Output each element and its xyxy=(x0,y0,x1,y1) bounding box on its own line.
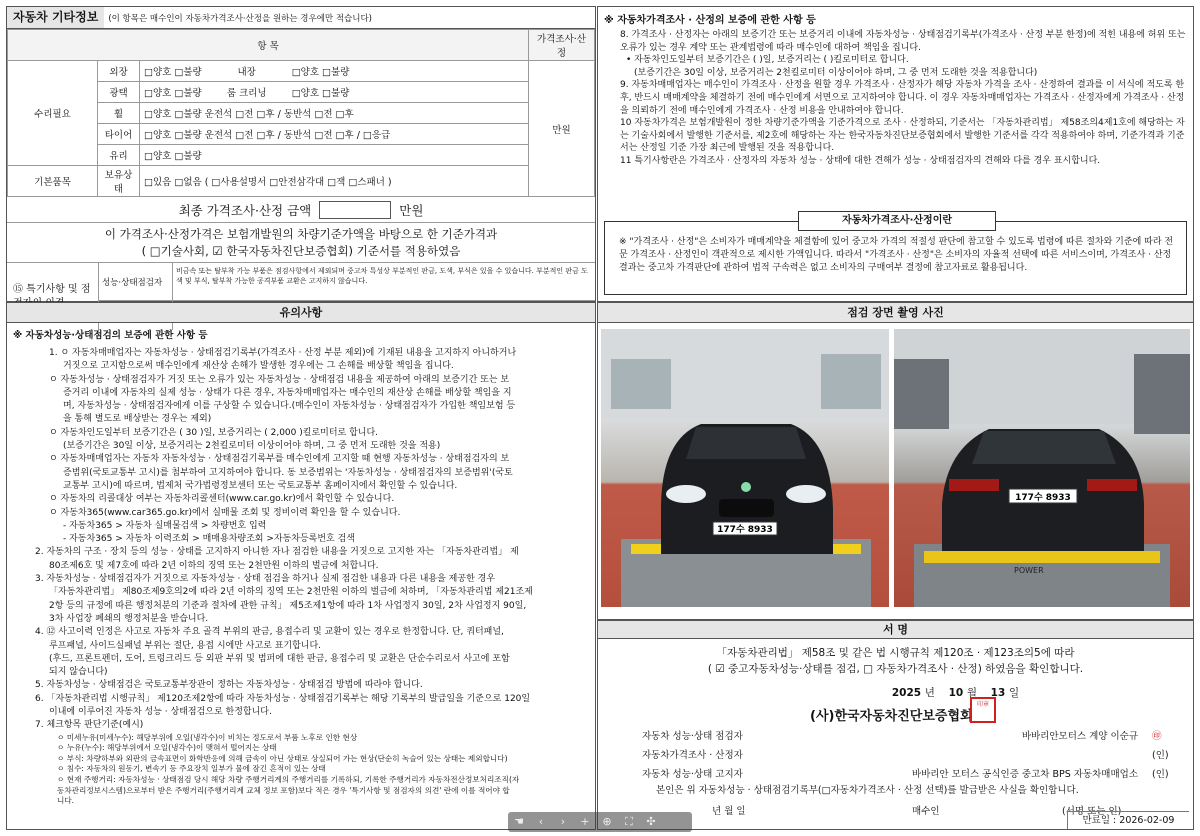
note-line: 80조제6호 및 제7호에 따라 2년 이하의 징역 또는 2천만원 이하의 벌금에 처합니다. xyxy=(49,560,379,571)
panel-title-row xyxy=(7,7,595,29)
note-line: - 자동차365 > 자동차 실매물검색 > 차량번호 입력 xyxy=(63,520,267,531)
note-small-line: ㅇ 부식: 차량하부와 외판의 금속표면이 화학반응에 의해 금속이 아닌 상태로 상실되어 가는 현상(단순히 녹슬어 있는 상태는 제외합니다) xyxy=(57,753,508,763)
col-item-header: 항 목 xyxy=(8,30,529,61)
row-label: 타이어 xyxy=(98,124,140,145)
row-options: □양호 □불량 운전석 □전 □후 / 동반석 □전 □후 xyxy=(140,103,529,124)
panel-title-note: (이 항목은 매수인이 자동차가격조사·산정을 원하는 경우에만 적습니다) xyxy=(108,13,372,24)
note-small-line: 니다. xyxy=(57,796,75,806)
car-front-photo xyxy=(601,329,889,607)
note-line: ㅇ 자동차의 리콜대상 여부는 자동차리콜센터(www.car.go.kr)에서 확인할 수 있습니다. xyxy=(49,494,395,505)
special-notes-label: ⑮ 특기사항 및 점 xyxy=(7,263,99,330)
crosshair-icon[interactable]: ⊕ xyxy=(602,815,612,828)
note-line: 교통부 고시)에 따르며, 법제처 국가법령정보센터 또는 국토교통부 홈페이지에서 확인할 수 있습니다. xyxy=(63,480,458,491)
note-line: 2. 자동차의 구조 · 장치 등의 성능 · 상태를 고지하지 아니한 자나 점검한 내용을 거짓으로 고지한 자는 「자동차관리법」 제 xyxy=(35,547,519,558)
hand-icon[interactable]: ☚ xyxy=(514,815,524,828)
note-line: 5. 자동차성능 · 상태점검은 국토교통부장관이 정하는 자동차성능 · 상태점검 방법에 따라야 합니다. xyxy=(35,680,423,691)
note-line: 3차 사업장 폐쇄의 행정처분을 받습니다. xyxy=(49,613,209,624)
price-guarantee-title: ※ 자동차가격조사 · 산정의 보증에 관한 사항 등 xyxy=(604,15,816,26)
notes-subtitle: ※ 자동차성능·상태점검의 보증에 관한 사항 등 xyxy=(13,330,208,341)
definition-title: 자동차가격조사·산정이란 xyxy=(798,211,996,231)
price-guarantee-items: 8. 가격조사 · 산정자는 아래의 보증기간 또는 보증거리 이내에 자동차성능 · 상태점검기록부(가격조사 · 산정 부분 한정)에 적힌 내용에 허위 또는 오류가 있는 경우 계약 또는 관계법령에 따라 매수인에 대하여 책임을 집니다. • 자동차인도일부터 보증기간은 ( )일, 보증거리는 ( )킬로미터로 합니다. (보증기간은 30일 이상, 보증거리는 2천킬로미터 이상이어야 하며, 그 중 먼저 도래한 것을 적용합니다) 9. 자동차매매업자는 매수인이 가격조사 · 산정을 원할 경우 가격조사 · 산정자가 해당 자동차 가격을 조사 · 산정하여 결과를 이 서식에 적도록 한 후, 반드시 매매계약을 체결하기 전에 매수인에게 서면으로 고지하여야 합니다. 이 경우 자동차매매업자는 가격조사 · 산정자에게 가격조사 · 산정을 의뢰하기 전에 매수인에게 가격조사 · 산정 비용을 안내하여야 합니다. 10 자동차가격은 보험개발원이 정한 차량기준가액을 기준가격으로 조사 · 산정하되, 기준서는 「자동차관리법」 제58조의4제1호에 해당하는 자는 기술사회에서 발행한 기준서를, 제2호에 해당하는 자는 한국자동차진단보증협회에서 발행한 기준서를 각각 적용하여야 하며, 기준가격과 기준서는 산정일 기준 가장 최근에 발행된 것을 적용합니다. 11 특기사항란은 가격조사 · 산정자의 자동차 성능 · 상태에 대한 견해가 성능 · 상태점검자의 견해와 다를 경우 표시합니다. xyxy=(620,30,1186,166)
notes-panel xyxy=(6,302,596,830)
basic-items-label: 기본품목 xyxy=(8,166,98,197)
signature-rows: 자동차 성능·상태 점검자 바바리안모터스 계양 이순규 ㊞ 자동차가격조사 · 산정자 (인) 자동차 성능·상태 고지자 바바리안 모터스 공식인증 중고차 BPS 자동차매매업소 (인) 본인은 위 자동차성능 · 상태점검기록부(□자동차가격조사 · 산정 선택)를 발급받은 사실을 확인합니다. 년 월 일 매수인 (서명 또는 인) xyxy=(642,725,1172,820)
definition-box xyxy=(604,221,1187,295)
basic-items-sub: 보유상태 xyxy=(98,166,140,197)
prev-icon[interactable]: ‹ xyxy=(538,815,544,828)
perf-inspector-text: 비금속 또는 탈부착 가능 부품은 점검사항에서 제외되며 중고차 특성상 부분적인 판금, 도색, 부식은 있을 수 있습니다. 부분적인 판금 도색 및 부식, 탈부착 가능한 공격부품 교환은 고지하지 않습니다. xyxy=(176,267,588,285)
note-line: (후드, 프론트펜더, 도어, 트렁크리드 등 외판 부위 및 범퍼에 대한 판금, 용접수리 및 교환은 단순수리로서 사고에 포함 xyxy=(49,653,510,664)
row-options: □양호 □불량 룸 크리닝 □양호 □불량 xyxy=(140,82,529,103)
vehicle-other-info-panel xyxy=(6,6,596,302)
note-line: - 자동차365 > 자동차 이력조회 > 매매용차량조회 >자동차등록번호 검색 xyxy=(63,534,355,545)
note-line: 6. 「자동차관리법 시행규칙」 제120조제2항에 따라 자동차성능 · 상태점검기록부는 해당 기록부의 발급일을 기준으로 120일 xyxy=(35,693,531,704)
signature-panel xyxy=(597,620,1194,830)
photo-title: 점검 장면 촬영 사진 xyxy=(598,303,1193,323)
note-line: 1. ㅇ 자동차매매업자는 자동차성능 · 상태점검기록부(가격조사 · 산정 부분 제외)에 기재된 내용을 고지하지 아니하거나 xyxy=(49,348,517,358)
note-line: ㅇ 자동차성능 · 상태점검자가 거짓 또는 오류가 있는 자동차성능 · 상태점검 내용을 제공하여 아래의 보증기간 또는 보 xyxy=(49,374,510,385)
next-icon[interactable]: › xyxy=(560,815,566,828)
note-line: 을 통해 별도로 배상받는 경우는 제외) xyxy=(63,414,212,425)
total-price-label: 최종 가격조사·산정 금액 xyxy=(178,202,312,218)
basic-items-options: □있음 □없음 ( □사용설명서 □안전삼각대 □잭 □스패너 ) xyxy=(140,166,529,197)
front-plate: 177수 8933 xyxy=(717,525,773,535)
note-small-line: ㅇ 침수: 자동차의 원동기, 변속기 등 주요장치 일부가 물에 잠긴 흔적이 있는 상태 xyxy=(57,764,326,774)
total-price-unit: 만원 xyxy=(399,202,424,218)
price-guarantee-panel xyxy=(597,6,1194,302)
note-line: (보증기간은 30일 이상, 보증거리는 2천킬로미터 이상이어야 하며, 그 중 먼저 도래한 것을 적용) xyxy=(63,441,441,452)
expand-icon[interactable]: ✣ xyxy=(646,815,656,828)
receipt-date: 년 월 일 xyxy=(712,806,746,817)
note-small-line: ㅇ 현재 주행거리: 자동차성능 · 상태점검 당시 해당 차량 주행거리계의 주행거리를 기록하되, 기록한 주행거리가 자동차전산정보처리조직(자 xyxy=(57,774,520,784)
note-line: 3. 자동차성능 · 상태점검자가 거짓으로 자동차성능 · 상태 점검을 하거나 실제 점검한 내용과 다른 내용을 제공한 경우 xyxy=(35,574,496,585)
seal-icon: 印章 xyxy=(970,697,996,723)
row-label: 외장 xyxy=(98,61,140,82)
note-line: ㅇ 자동차인도일부터 보증기간은 ( 30 )일, 보증거리는 ( 2,000 )킬로미터로 합니다. xyxy=(49,427,379,438)
perf-inspector-label: 성능·상태점검자 xyxy=(99,263,173,300)
zoom-in-icon[interactable]: + xyxy=(580,815,590,828)
signature-line2: ( ☑ 중고자동차성능·상태를 점검, □ 자동차가격조사 · 산정) 하였음을 확인합니다. xyxy=(707,663,1084,675)
note-line: 증거리 이내에 자동차의 실제 성능 · 상태가 다른 경우, 자동차매매업자는 매수인의 재산상 손해를 배상할 책임을 지 xyxy=(63,387,512,398)
signature-org: (사)한국자동차진단보증협회 xyxy=(810,709,973,724)
note-line: 4. ⑫ 사고이력 인정은 사고로 자동차 주요 골격 부위의 판금, 용접수리 및 교환이 있는 경우로 한정합니다. 단, 쿼터패널, xyxy=(35,627,504,638)
car-front-illustration xyxy=(601,329,889,607)
basis-text: 이 가격조사·산정가격은 보험개발원의 차량기준가액을 바탕으로 한 기준가격과 ( □기술사회, ☑ 한국자동차진단보증협회) 기준서를 적용하였음 xyxy=(7,223,595,263)
notes-title: 유의사항 xyxy=(7,303,595,323)
panel-title: 자동차 기타정보 xyxy=(7,7,104,28)
receipt-text: 본인은 위 자동차성능 · 상태점검기록부(□자동차가격조사 · 산정 선택)를 발급받은 사실을 확인합니다. xyxy=(656,785,1079,796)
note-line: 며, 자동차성능 · 상태점검자에게 이를 구상할 수 있습니다.(매수인이 자동차성능 · 상태점검자가 가입한 책임보험 등 xyxy=(63,401,516,412)
note-line: 이내에 이루어진 자동차 성능 · 상태점검으로 한정합니다. xyxy=(49,707,272,718)
note-small-line: ㅇ 미세누유(미세누수): 해당부위에 오일(냉각수)이 비치는 정도로서 부품 노후로 인한 현상 xyxy=(57,732,358,742)
notes-small-list xyxy=(7,733,595,807)
row-label: 광택 xyxy=(98,82,140,103)
row-label: 유리 xyxy=(98,145,140,166)
note-line: ㅇ 자동차365(www.car365.go.kr)에서 실매물 조회 및 정비이력 확인을 할 수 있습니다. xyxy=(49,507,401,518)
buyer-label: 매수인 xyxy=(912,806,940,817)
viewer-toolbar xyxy=(508,812,692,832)
total-price-row xyxy=(7,197,595,223)
note-line: ㅇ 자동차매매업자는 자동차 자동차성능 · 상태점검기록부를 매수인에게 고지할 때 현행 자동차성능 · 상태점검자의 보 xyxy=(49,454,510,465)
photo-panel xyxy=(597,302,1194,620)
row-options: □양호 □불량 xyxy=(140,145,529,166)
signature-line1: 「자동차관리법」 제58조 및 같은 법 시행규칙 제120조 · 제123조의5에 따라 xyxy=(716,647,1075,659)
note-small-line: ㅇ 누유(누수): 해당부위에서 오일(냉각수)이 맺혀서 떨어지는 상태 xyxy=(57,743,277,753)
expiry-date: 만료일 : 2026-02-09 xyxy=(1067,811,1189,829)
note-line: 루프패널, 사이드실패널 부위는 절단, 용접 시에만 사고로 표기합니다. xyxy=(49,640,322,651)
note-line: 「자동차관리법」 제80조제9호의2에 따라 2년 이하의 징역 또는 2천만원 이하의 벌금에 처하며, 「자동차관리법 제21조제 xyxy=(49,587,533,598)
total-price-input[interactable] xyxy=(319,201,391,219)
lift-sign: POWER xyxy=(1014,566,1044,575)
note-line: 거짓으로 고지함으로써 매수인에게 재산상 손해가 발생한 경우에는 그 손해를 배상할 책임을 집니다. xyxy=(63,361,454,372)
notes-list xyxy=(7,347,595,733)
buyer-sign: (서명 또는 인) xyxy=(1062,806,1122,817)
col-price-header: 가격조사·산정 xyxy=(529,30,595,61)
signature-title: 서 명 xyxy=(598,621,1193,639)
repair-label: 수리필요 xyxy=(8,61,98,166)
note-line: 7. 체크항목 판단기준(예시) xyxy=(35,720,144,731)
repair-table xyxy=(7,29,595,197)
car-rear-photo xyxy=(894,329,1190,607)
row-options: □양호 □불량 운전석 □전 □후 / 동반석 □전 □후 / □응급 xyxy=(140,124,529,145)
car-rear-illustration xyxy=(894,329,1190,607)
rear-plate: 177수 8933 xyxy=(1015,493,1071,503)
signature-date: 2025 년 10 월 13 일 xyxy=(891,687,1020,699)
fit-icon[interactable]: ⛶ xyxy=(625,815,633,828)
note-line: 되지 않습니다) xyxy=(49,667,108,678)
row-options: □양호 □불량 내장 □양호 □불량 xyxy=(140,61,529,82)
note-small-line: 동차관리정보시스템)으로부터 받은 주행거리(주행거리계 교체 정보 포함)보다 적은 경우 '특기사항 및 점검자의 의견' 란에 이를 적어야 합 xyxy=(57,785,510,795)
definition-text: ※ "가격조사 · 산정"은 소비자가 매매계약을 체결함에 있어 중고차 가격의 적절성 판단에 참고할 수 있도록 법령에 따른 절차와 기준에 따라 전문 가격조사 · 산정인이 객관적으로 제시한 가액입니다. 따라서 "가격조사 · 산정"은 소비자의 자율적 선택에 따른 서비스이며, 가격조사 · 산정 결과는 중고차 가격판단에 관하여 법적 구속력은 없고 소비자의 구매여부 결정에 참고자료로 활용됩니다. xyxy=(619,237,1174,273)
price-unit: 만원 xyxy=(529,61,595,197)
note-line: 증범위(국토교통부 고시)를 첨부하여 고지하여야 합니다. 동 보증범위는 '자동차성능 · 상태점검자의 보증범위'(국토 xyxy=(63,467,513,478)
row-label: 휠 xyxy=(98,103,140,124)
note-line: 2항 등의 규정에 따른 행정처분의 기준과 절차에 관한 규칙」 제5조제1항에 따라 1차 사업정지 30일, 2차 사업정지 90일, xyxy=(49,600,527,611)
